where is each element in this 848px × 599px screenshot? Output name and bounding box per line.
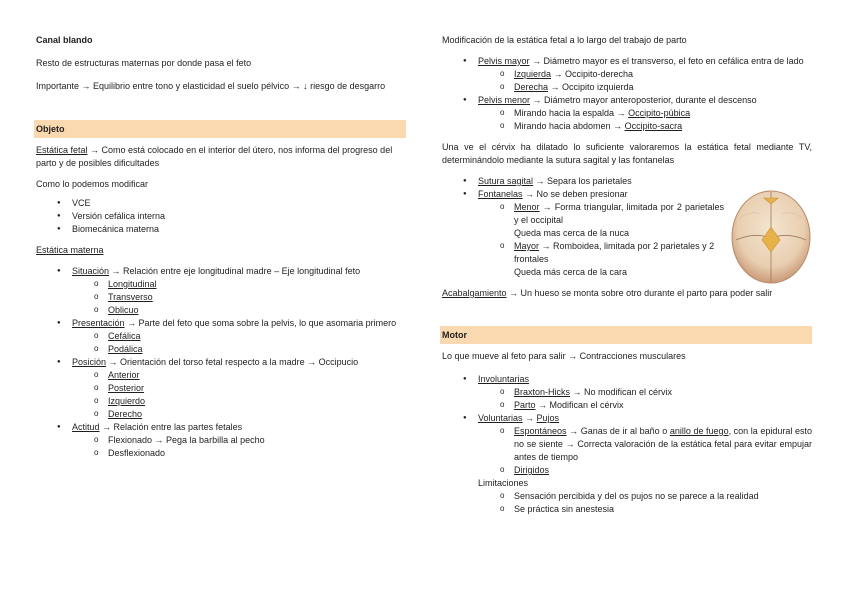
motor-list (442, 373, 812, 477)
espalda-link: Occipito-púbica (628, 108, 691, 118)
fetal-skull-illustration (730, 190, 812, 284)
list-item: o Desflexionado (72, 447, 406, 460)
estatica-fetal-label: Estática fetal (36, 145, 88, 155)
pujos-label: Pujos (536, 413, 560, 423)
presentacion-sublist (72, 330, 406, 356)
braxton-label: Braxton-Hicks (514, 387, 571, 397)
acabalgamiento-label: Acabalgamiento (442, 288, 507, 298)
mayor-label: Mayor (514, 241, 540, 251)
list-item-voluntarias (442, 412, 812, 477)
actitud-sublist (72, 434, 406, 460)
posicion-text: → Orientación del torso fetal respecto a la madre → Occipucio (106, 357, 359, 367)
anillo-label: anillo de fuego (669, 426, 729, 436)
mayor-text: → Romboidea, limitada por 2 parietales y 2 frontales (514, 241, 715, 264)
list-item: o Oblicuo (72, 304, 406, 317)
fontanelas-label: Fontanelas (478, 189, 523, 199)
fontanelas-sublist (478, 201, 724, 279)
list-item: o Izquierdo (72, 395, 406, 408)
modificar-text: Como lo podemos modificar (36, 179, 149, 189)
list-item-dirigidos: o Dirigidos (478, 464, 812, 477)
estatica-fetal-paragraph (36, 144, 406, 170)
list-item-fontanelas (442, 188, 724, 279)
situacion-sublist (72, 278, 406, 317)
posicion-sublist (72, 369, 406, 421)
pelvis-menor-sublist (478, 107, 812, 133)
list-item: o Derecho (72, 408, 406, 421)
actitud-label: Actitud (72, 422, 100, 432)
pelvis-mayor-sublist (478, 68, 812, 94)
espontaneos-label: Espontáneos (514, 426, 567, 436)
list-item-sutura (442, 175, 724, 188)
limitaciones-text: Limitaciones (478, 478, 529, 488)
actitud-text: → Relación entre las partes fetales (99, 422, 243, 432)
list-item-pelvis-menor (442, 94, 812, 133)
list-item-involuntarias (442, 373, 812, 412)
derecha-text: → Occipito izquierda (548, 82, 634, 92)
list-item-espontaneos (478, 425, 812, 464)
list-item (478, 68, 812, 81)
importante-text: Importante → Equilibrio entre tono y elasticidad el suelo pélvico → ↓ riesgo de desgarro (36, 81, 386, 91)
menor-note: Queda mas cerca de la nuca (514, 228, 630, 238)
estatica-materna-heading: Estática materna (36, 245, 104, 255)
pelvis-mayor-text: → Diámetro mayor es el transverso, el feto en cefálica entra de lado (529, 56, 804, 66)
pelvis-menor-label: Pelvis menor (478, 95, 531, 105)
objeto-header: Objeto (34, 120, 406, 138)
motor-header: Motor (440, 326, 812, 344)
sutura-text: → Separa los parietales (533, 176, 632, 186)
posicion-label: Posición (72, 357, 107, 367)
mayor-note: Queda más cerca de la cara (514, 267, 628, 277)
list-item (478, 399, 812, 412)
pelvis-mayor-label: Pelvis mayor (478, 56, 530, 66)
list-item-posicion (36, 356, 406, 421)
sutura-label: Sutura sagital (478, 176, 534, 186)
izquierda-label: Izquierda (514, 69, 552, 79)
presentacion-label: Presentación (72, 318, 125, 328)
list-item: o Longitudinal (72, 278, 406, 291)
list-item-presentacion (36, 317, 406, 356)
list-item: o Posterior (72, 382, 406, 395)
list-item: o Cefálica (72, 330, 406, 343)
list-item: o Se práctica sin anestesia (478, 503, 812, 516)
list-item-menor (478, 201, 724, 240)
motor-intro: Lo que mueve al feto para salir → Contracciones musculares (442, 351, 686, 361)
situacion-label: Situación (72, 266, 110, 276)
cervix-text: Una ve el cérvix ha dilatado lo suficiente valoraremos la estática fetal mediante TV, determinándolo mediante la sutura sagital y las fontanelas (442, 142, 812, 165)
modificar-list (36, 197, 406, 236)
list-item (478, 120, 812, 133)
voluntarias-arrow: → (522, 413, 537, 423)
pelvis-list (442, 55, 812, 133)
intro-text: Resto de estructuras maternas por donde pasa el feto (36, 58, 252, 68)
abdomen-link: Occipito-sacra (624, 121, 683, 131)
parto-label: Parto (514, 400, 536, 410)
voluntarias-label: Voluntarias (478, 413, 523, 423)
list-item-situacion (36, 265, 406, 317)
section-title: Canal blando (36, 35, 93, 45)
espontaneos-text1: → Ganas de ir al baño o (566, 426, 670, 436)
estatica-fetal-text: → Como está colocado en el interior del útero, nos informa del progreso del parto y de posibles dificultades (36, 145, 393, 168)
list-item (478, 81, 812, 94)
list-item: o Flexionado → Pega la barbilla al pecho (72, 434, 406, 447)
abdomen-text: Mirando hacia abdomen → (514, 121, 625, 131)
list-item: ● Versión cefálica interna (36, 210, 406, 223)
espontaneos-text2: , con la epidural esto no se siente → Correcta valoración de la estática fetal para evitar empujar antes de tiempo (514, 426, 812, 462)
voluntarias-sublist (478, 425, 812, 477)
izquierda-text: → Occipito-derecha (551, 69, 634, 79)
espalda-text: Mirando hacia la espalda → (514, 108, 629, 118)
list-item-pelvis-mayor (442, 55, 812, 94)
list-item: o Anterior (72, 369, 406, 382)
braxton-text: → No modifican el cérvix (570, 387, 673, 397)
list-item (478, 107, 812, 120)
pelvis-menor-text: → Diámetro mayor anteroposterior, durante el descenso (530, 95, 757, 105)
list-item: ● VCE (36, 197, 406, 210)
acabalgamiento-text: → Un hueso se monta sobre otro durante el parto para poder salir (506, 288, 773, 298)
sutura-list (442, 175, 724, 279)
left-column (36, 34, 406, 460)
parto-text: → Modifican el cérvix (535, 400, 624, 410)
acabalgamiento-paragraph (442, 287, 812, 300)
situacion-text: → Relación entre eje longitudinal madre – Eje longitudinal feto (109, 266, 361, 276)
presentacion-text: → Parte del feto que soma sobre la pelvis, lo que asomaria primero (124, 318, 397, 328)
list-item-mayor (478, 240, 724, 279)
estatica-materna-list (36, 265, 406, 460)
list-item-actitud (36, 421, 406, 460)
menor-text: → Forma triangular, limitada por 2 parietales y el occipital (514, 202, 724, 225)
involuntarias-sublist (478, 386, 812, 412)
list-item: o Transverso (72, 291, 406, 304)
menor-label: Menor (514, 202, 540, 212)
derecha-label: Derecha (514, 82, 549, 92)
list-item: ● Biomecánica materna (36, 223, 406, 236)
fontanelas-text: → No se deben presionar (522, 189, 628, 199)
involuntarias-label: Involuntarias (478, 374, 530, 384)
limitaciones-list (442, 490, 812, 516)
list-item (478, 386, 812, 399)
modificacion-text: Modificación de la estática fetal a lo largo del trabajo de parto (442, 35, 687, 45)
list-item: o Podálica (72, 343, 406, 356)
list-item: o Sensación percibida y del os pujos no se parece a la realidad (478, 490, 812, 503)
